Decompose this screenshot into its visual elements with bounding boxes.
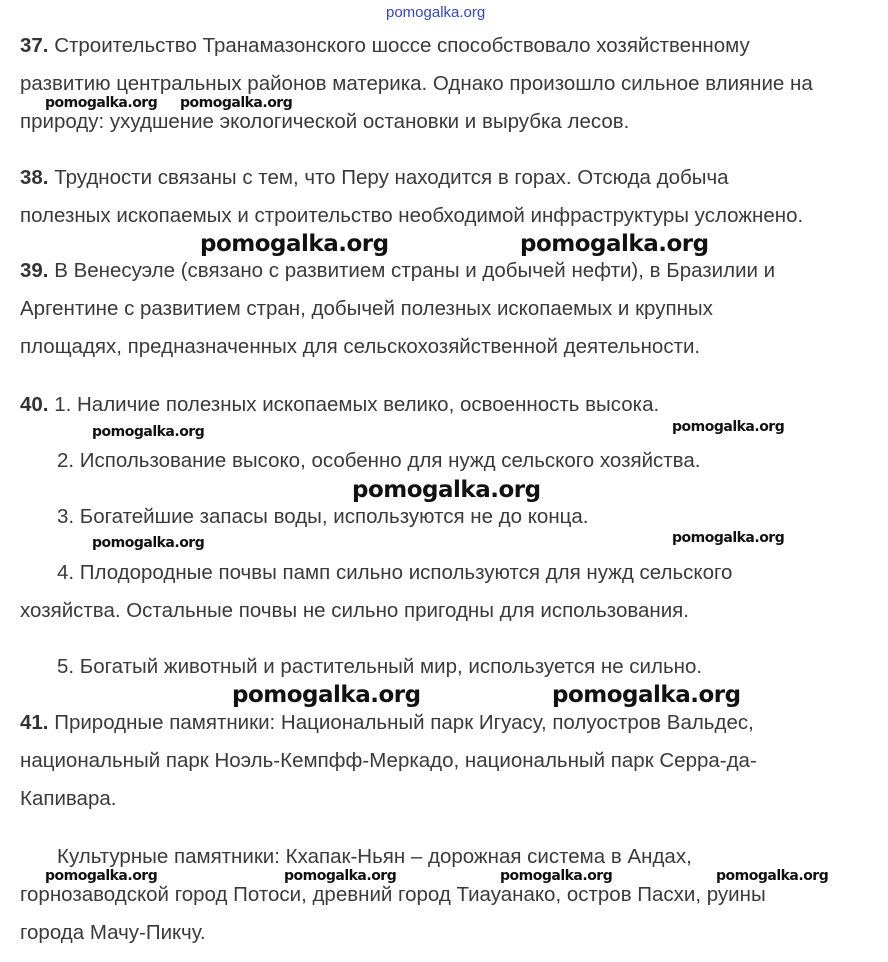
text-line: 5. Богатый животный и растительный мир, используется не сильно. (57, 655, 703, 678)
text-line: развитию центральных районов материка. Однако произошло сильное влияние на (20, 72, 813, 95)
watermark: pomogalka.org (520, 231, 709, 257)
text-line (20, 35, 750, 57)
text-line: Аргентине с развитием стран, добычей полезных ископаемых и крупных (20, 297, 713, 320)
text-line: площадях, предназначенных для сельскохозяйственной деятельности. (20, 335, 701, 358)
line-text: В Венесуэле (связано с развитием страны и добычей нефти), в Бразилии и (54, 259, 776, 282)
watermark: pomogalka.org (45, 95, 158, 111)
line-text: Трудности связаны с тем, что Перу находится в горах. Отсюда добыча (54, 166, 729, 189)
text-line: полезных ископаемых и строительство необходимой инфраструктуры усложнено. (20, 204, 804, 227)
answer-number: 40. (20, 393, 49, 416)
watermark: pomogalka.org (672, 419, 785, 435)
line-text: Строительство Транамазонского шоссе способствовало хозяйственному (54, 34, 750, 57)
text-line: Капивара. (20, 787, 117, 810)
text-line: хозяйства. Остальные почвы не сильно пригодны для использования. (20, 599, 689, 622)
text-line: города Мачу-Пикчу. (20, 921, 206, 944)
watermark: pomogalka.org (716, 868, 829, 884)
watermark: pomogalka.org (45, 868, 158, 884)
text-line: 2. Использование высоко, особенно для нужд сельского хозяйства. (57, 449, 701, 472)
watermark: pomogalka.org (92, 424, 205, 440)
text-line (20, 167, 729, 189)
text-line: 4. Плодородные почвы памп сильно используются для нужд сельского (57, 561, 733, 584)
watermark: pomogalka.org (232, 682, 421, 708)
watermark: pomogalka.org (552, 682, 741, 708)
watermark: pomogalka.org (352, 477, 541, 503)
watermark: pomogalka.org (180, 95, 293, 111)
answer-number: 41. (20, 711, 49, 734)
text-line: 3. Богатейшие запасы воды, используются не до конца. (57, 505, 589, 528)
answer-number: 39. (20, 259, 49, 282)
text-line: природу: ухудшение экологической остановки и вырубка лесов. (20, 110, 630, 133)
watermark: pomogalka.org (92, 535, 205, 551)
text-line (20, 260, 775, 282)
line-text: 1. Наличие полезных ископаемых велико, освоенность высока. (54, 393, 660, 416)
answer-number: 37. (20, 34, 49, 57)
watermark: pomogalka.org (500, 868, 613, 884)
text-line: Культурные памятники: Кхапак-Ньян – дорожная система в Андах, (57, 845, 692, 868)
text-line (20, 394, 659, 416)
text-line: национальный парк Ноэль-Кемпфф-Меркадо, национальный парк Серра-да- (20, 749, 757, 772)
text-line (20, 712, 754, 734)
answer-number: 38. (20, 166, 49, 189)
watermark: pomogalka.org (386, 4, 486, 21)
watermark: pomogalka.org (200, 231, 389, 257)
watermark: pomogalka.org (672, 530, 785, 546)
text-line: горнозаводской город Потоси, древний город Тиауанако, остров Пасхи, руины (20, 883, 766, 906)
watermark: pomogalka.org (284, 868, 397, 884)
line-text: Природные памятники: Национальный парк Игуасу, полуостров Вальдес, (54, 711, 754, 734)
